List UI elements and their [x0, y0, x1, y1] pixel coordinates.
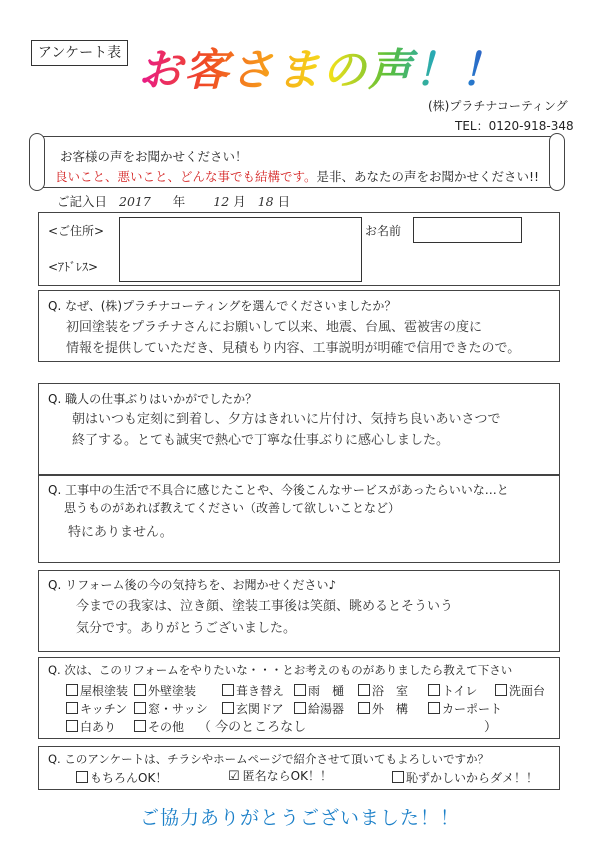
- option-water-heater[interactable]: 給湯器: [294, 700, 344, 717]
- date-row: [57, 192, 290, 210]
- option-exterior[interactable]: 外 構: [358, 700, 408, 717]
- page-title: お客さまの声！！: [138, 34, 506, 98]
- intro-line1: お客様の声をお聞かせください！: [60, 149, 248, 164]
- option-kitchen[interactable]: キッチン: [66, 700, 127, 717]
- date-label: ご記入日: [57, 194, 108, 209]
- address-field[interactable]: [119, 217, 362, 282]
- day-value: 18: [257, 194, 274, 209]
- address-sub-label: <ｱﾄﾞﾚｽ>: [48, 260, 99, 274]
- option-carport[interactable]: カーポート: [428, 700, 502, 717]
- intro-rest: 是非、あなたの声をお聞かせください!!: [316, 169, 540, 184]
- answer-2-line2: 終了する。とても誠実で熱心で丁寧な仕事ぶりに感心しました。: [72, 433, 450, 448]
- month-value: 12: [213, 194, 230, 209]
- thanks-message: ご協力ありがとうございました！！: [139, 807, 460, 829]
- question-1: Q. なぜ、(株)プラチナコーティングを選んでくださいましたか？: [48, 299, 397, 313]
- option-gutter[interactable]: 雨 樋: [294, 682, 344, 699]
- option-front-door[interactable]: 玄関ドア: [222, 700, 284, 717]
- option-roof-paint[interactable]: 屋根塗装: [66, 682, 128, 699]
- question-2: Q. 職人の仕事ぶりはいかがでしたか？: [48, 392, 258, 406]
- name-label: お名前: [365, 224, 402, 238]
- question-5: Q. 次は、このリフォームをやりたいな・・・とお考えのものがありましたら教えて下さい: [48, 663, 513, 677]
- question-6: Q. このアンケートは、チラシやホームページで紹介させて頂いてもよろしいですか？: [48, 752, 489, 766]
- choice-ok[interactable]: もちろんOK！: [76, 769, 167, 786]
- choice-anonymous-ok[interactable]: ☑ 匿名ならOK！！: [228, 769, 332, 784]
- survey-tag: アンケート表: [31, 40, 128, 66]
- question-3-line1: Q. 工事中の生活で不具合に感じたことや、今後こんなサービスがあったらいいな…と: [48, 483, 509, 497]
- year-value: 2017: [119, 194, 151, 209]
- other-answer-close: ）: [484, 720, 498, 735]
- option-bath[interactable]: 浴 室: [358, 682, 408, 699]
- option-window-sash[interactable]: 窓・サッシ: [134, 700, 208, 717]
- answer-1-line1: 初回塗装をプラチナさんにお願いして以来、地震、台風、雹被害の度に: [66, 320, 483, 335]
- option-wall-paint[interactable]: 外壁塗装: [134, 682, 196, 699]
- intro-line2: [55, 167, 539, 185]
- question-4: Q. リフォーム後の今の気持ちを、お聞かせください♪: [48, 578, 337, 592]
- option-toilet[interactable]: トイレ: [428, 682, 477, 699]
- name-field[interactable]: [413, 217, 522, 243]
- answer-4-line2: 気分です。ありがとうございました。: [76, 621, 296, 636]
- checked-box-icon: ☑: [228, 769, 240, 784]
- answer-3-line1: 特にありません。: [68, 525, 173, 540]
- answer-1-line2: 情報を提供していただき、見積もり内容、工事説明が明確で信用できたので。: [66, 341, 521, 356]
- option-washbasin[interactable]: 洗面台: [495, 682, 545, 699]
- telephone: TEL：0120-918-348: [455, 119, 574, 133]
- day-label: 日: [277, 194, 291, 209]
- answer-2-line1: 朝はいつも定刻に到着し、夕方はきれいに片付け、気持ち良いあいさつで: [72, 412, 501, 427]
- question-3-line2: 思うものがあれば教えてください（改善して欲しいことなど）: [64, 501, 401, 515]
- other-answer: （ 今のところなし: [198, 720, 307, 735]
- month-label: 月: [233, 194, 246, 209]
- choice-no[interactable]: 恥ずかしいからダメ！！: [392, 769, 538, 786]
- address-label: <ご住所>: [48, 224, 105, 238]
- option-reroof[interactable]: 葺き替え: [222, 682, 284, 699]
- option-other[interactable]: その他: [134, 718, 184, 735]
- intro-highlight: 良いこと、悪いこと、どんな事でも結構です。: [55, 169, 317, 184]
- year-label: 年: [172, 194, 186, 209]
- company-name: (株)プラチナコーティング: [428, 99, 568, 113]
- answer-4-line1: 今までの我家は、泣き顔、塗装工事後は笑顔、眺めるとそういう: [76, 599, 454, 614]
- option-termite[interactable]: 白あり: [66, 718, 116, 735]
